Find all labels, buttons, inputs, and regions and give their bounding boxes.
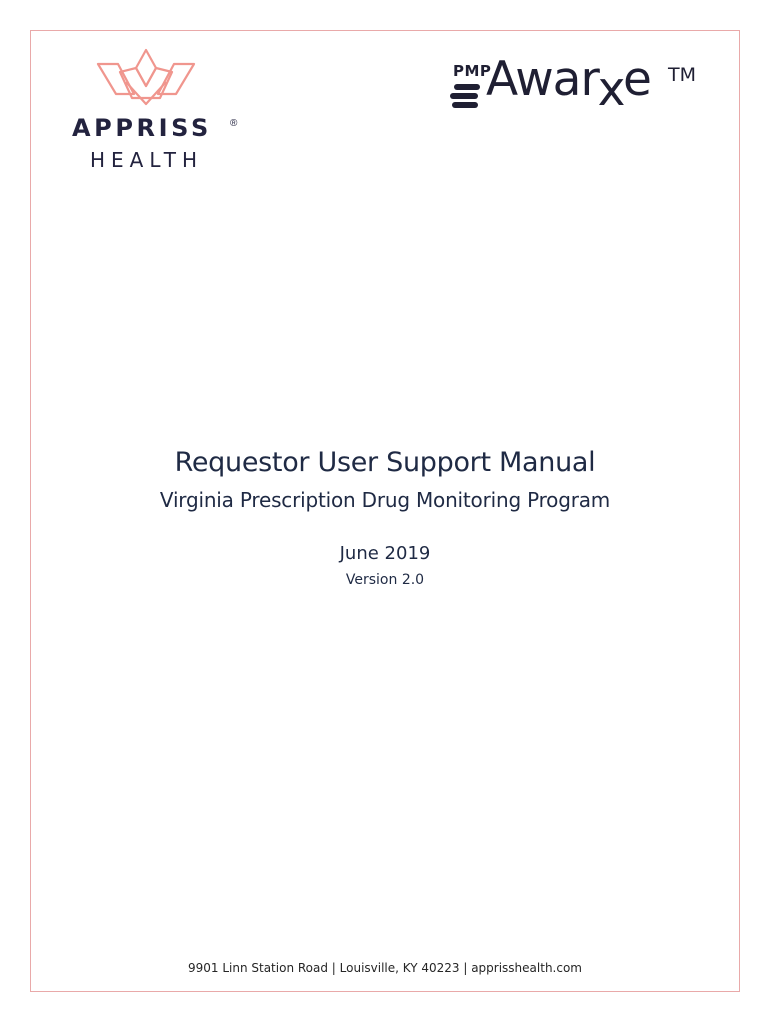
document-version: Version 2.0 <box>345 572 425 588</box>
pmp-label: PMP <box>453 62 492 80</box>
trademark-mark: TM <box>668 64 696 86</box>
registered-mark: ® <box>230 118 238 129</box>
awarxe-wordmark <box>486 52 651 117</box>
pmp-awarxe-logo <box>444 52 704 126</box>
stacked-pills-icon <box>448 82 484 112</box>
document-title: Requestor User Support Manual <box>174 447 596 478</box>
document-subtitle: Virginia Prescription Drug Monitoring Program <box>159 488 611 512</box>
awarxe-word-end: e <box>622 52 651 107</box>
awarxe-word-x: x <box>597 62 623 117</box>
document-date: June 2019 <box>339 543 431 564</box>
appriss-wordmark: APPRISS <box>72 114 212 142</box>
appriss-health-logo <box>72 48 242 173</box>
awarxe-word-main: Awar <box>486 52 598 107</box>
lotus-crown-icon <box>94 48 198 106</box>
footer-address: 9901 Linn Station Road | Louisville, KY 40223 | apprisshealth.com <box>187 961 582 975</box>
health-wordmark: HEALTH <box>90 148 204 172</box>
